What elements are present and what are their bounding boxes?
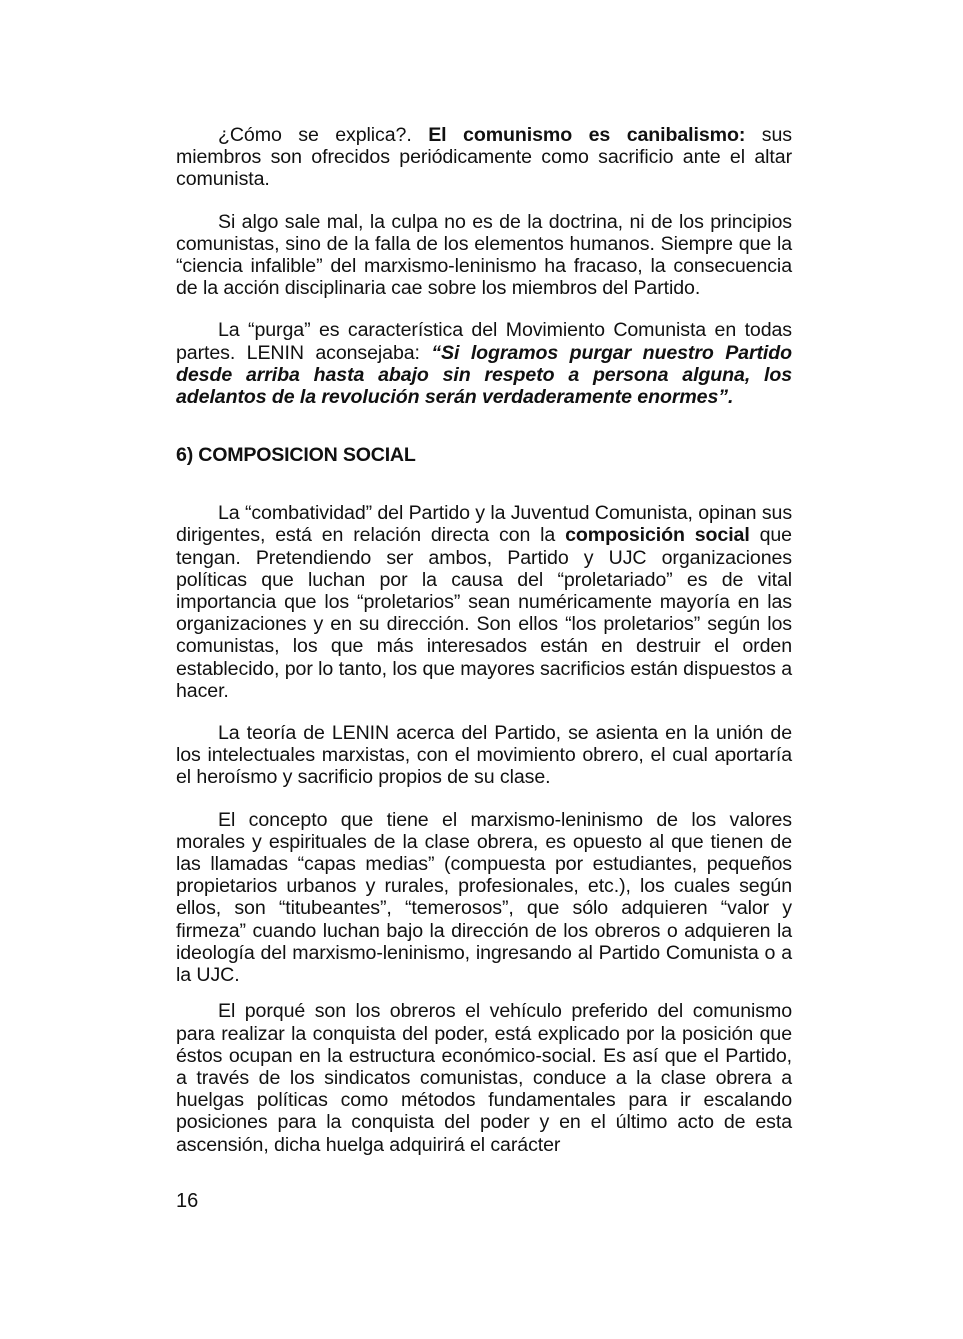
paragraph-4-text-c: que tengan. Pretendiendo ser ambos, Partido y UJC organizaciones políticas que luchan por la causa del “proletariado” es de vital importancia que los “proletarios” sean numéricamente mayoría en las organizaciones y en su dirección. Son ellos “los proletarios” según los comunistas, los que más interesados están en destruir el orden establecido, por lo tanto, los que mayores sacrificios están dispuestos a hacer. bbox=[176, 524, 792, 702]
paragraph-1-text-c: sus miembros son ofrecidos periódicamente como sacrificio ante el altar comunista. bbox=[176, 124, 792, 191]
paragraph-3 bbox=[176, 319, 792, 408]
paragraph-2: Si algo sale mal, la culpa no es de la doctrina, ni de los principios comunistas, sino de la falla de los elementos humanos. Siempre que la “ciencia infalible” del marxismo-leninismo ha fracaso, la consecuencia de la acción disciplinaria cae sobre los miembros del Partido. bbox=[176, 210, 792, 300]
paragraph-4-bold: composición social bbox=[565, 524, 750, 547]
paragraph-3-quote: “Si logramos purgar nuestro Partido desde arriba hasta abajo sin respeto a persona alguna, los adelantos de la revolución serán verdaderamente enormes”. bbox=[176, 341, 792, 409]
page-number: 16 bbox=[176, 1190, 199, 1212]
paragraph-1 bbox=[176, 124, 792, 191]
paragraph-7: El porqué son los obreros el vehículo preferido del comunismo para realizar la conquista del poder, está explicado por la posición que éstos ocupan en la estructura económico-social. Es así que el Partido, a través de los sindicatos comunistas, conduce a la clase obrera a huelgas políticas como métodos fundamentales para ir escalando posiciones para la conquista del poder y en el último acto de esta ascensión, dicha huelga adquirirá el carácter bbox=[176, 1000, 792, 1156]
page-body bbox=[176, 124, 792, 1156]
paragraph-6: El concepto que tiene el marxismo-leninismo de los valores morales y espirituales de la clase obrera, es opuesto al que tienen de las llamadas “capas medias” (compuesta por estudiantes, pequeños propietarios urbanos y rurales, profesionales, etc.), los cuales según ellos, son “titubeantes”, “temerosos”, que sólo adquieren “valor y firmeza” cuando luchan bajo la dirección de los obreros o adquieren la ideología del marxismo-leninismo, ingresando al Partido Comunista o a la UJC. bbox=[176, 808, 792, 987]
paragraph-5: La teoría de LENIN acerca del Partido, se asienta en la unión de los intelectuales marxistas, con el movimiento obrero, el cual aportaría el heroísmo y sacrificio propios de su clase. bbox=[176, 722, 792, 789]
paragraph-1-text-a: ¿Cómo se explica?. bbox=[218, 124, 429, 146]
paragraph-3-text-a: La “purga” es característica del Movimiento Comunista en todas partes. LENIN aconsejaba: bbox=[176, 319, 792, 364]
paragraph-4 bbox=[176, 502, 792, 702]
paragraph-1-bold: El comunismo es canibalismo: bbox=[428, 124, 746, 146]
paragraph-4-text-a: La “combatividad” del Partido y la Juventud Comunista, opinan sus dirigentes, está en relación directa con la bbox=[176, 502, 793, 547]
section-heading: 6) COMPOSICION SOCIAL bbox=[176, 444, 416, 467]
